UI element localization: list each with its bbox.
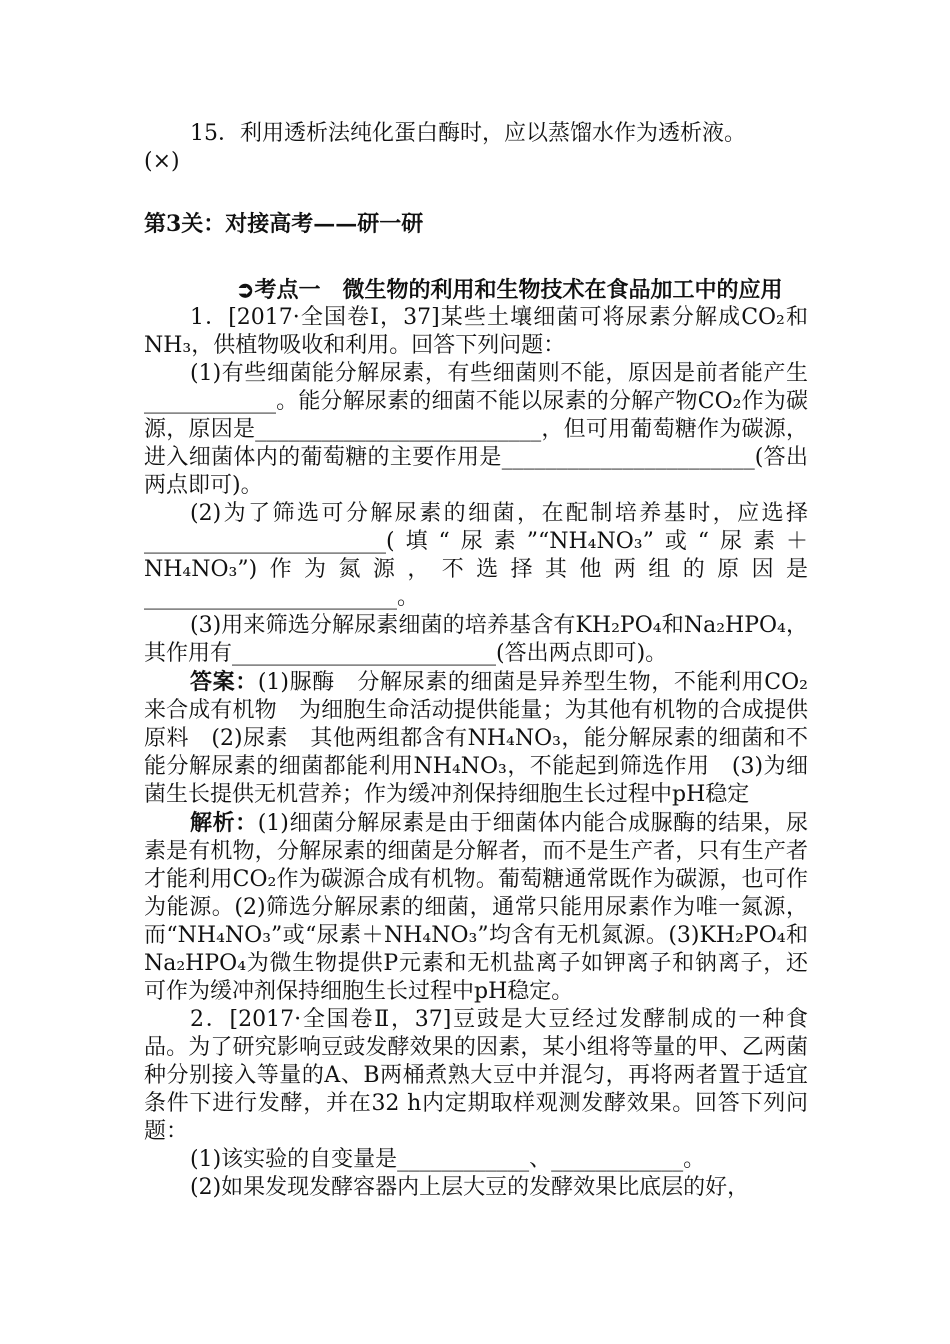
answer-label: 答案：: [190, 669, 258, 695]
question-1-stem: 1．[2017·全国卷Ⅰ，37]某些土壤细菌可将尿素分解成CO₂和NH₃，供植物吸收和利用。回答下列问题：: [144, 305, 808, 358]
question-1-analysis: [144, 809, 808, 1006]
question-2-part-2: (2)如果发现发酵容器内上层大豆的发酵效果比底层的好，: [190, 1175, 750, 1200]
section-heading: 第3关：对接高考——研一研: [144, 211, 424, 237]
question-2-stem: 2．[2017·全国卷Ⅱ，37]豆豉是大豆经过发酵制成的一种食品。为了研究影响豆豉发酵效果的因素，某小组将等量的甲、乙两菌种分别接入等量的A、B两桶煮熟大豆中并混匀，再将两者置于适宜条件下进行发酵，并在32 h内定期取样观测发酵效果。回答下列问题：: [144, 1007, 808, 1144]
item-15-mark: (×): [144, 149, 180, 174]
document-page: [144, 120, 808, 1202]
analysis-label: 解析：: [190, 810, 258, 836]
circle-arrow-icon: ➲: [236, 277, 255, 303]
topic-text: 考点一 微生物的利用和生物技术在食品加工中的应用: [254, 277, 783, 303]
question-2-part-1: (1)该实验的自变量是____________、____________。: [190, 1147, 706, 1172]
question-1-part-1: (1)有些细菌能分解尿素，有些细菌则不能，原因是前者能产生____________。能分解尿素的细菌不能以尿素的分解产物CO₂作为碳源，原因是__________________________，但可用葡萄糖作为碳源，进入细菌体内的葡萄糖的主要作用是_______________________(答出两点即可)。: [144, 361, 808, 498]
analysis-text: (1)细菌分解尿素是由于细菌体内能合成脲酶的结果，尿素是有机物，分解尿素的细菌是分解者，而不是生产者，只有生产者才能利用CO₂作为碳源合成有机物。葡萄糖通常既作为碳源，也可作为能源。(2)筛选分解尿素的细菌，通常只能用尿素作为唯一氮源，而“NH₄NO₃”或“尿素＋NH₄NO₃”均含有无机氮源。(3)KH₂PO₄和Na₂HPO₄为微生物提供P元素和无机盐离子如钾离子和钠离子，还可作为缓冲剂保持细胞生长过程中pH稳定。: [144, 811, 808, 1004]
item-15: [144, 120, 808, 176]
topic-heading: [144, 276, 808, 304]
question-1-part-3: (3)用来筛选分解尿素细菌的培养基含有KH₂PO₄和Na₂HPO₄，其作用有________________________(答出两点即可)。: [144, 613, 808, 666]
question-1-part-2: (2)为了筛选可分解尿素的细菌，在配制培养基时，应选择______________________(填“尿素”“NH₄NO₃”或“尿素＋NH₄NO₃”)作为氮源，不选择其他两组的原因是_______________________。: [144, 501, 808, 610]
answer-text: (1)脲酶 分解尿素的细菌是异养型生物，不能利用CO₂来合成有机物 为细胞生命活动提供能量；为其他有机物的合成提供原料 (2)尿素 其他两组都含有NH₄NO₃，能分解尿素的细菌和不能分解尿素的细菌都能利用NH₄NO₃，不能起到筛选作用 (3)为细菌生长提供无机营养；作为缓冲剂保持细胞生长过程中pH稳定: [144, 670, 808, 807]
question-1-answer: [144, 668, 808, 809]
item-15-text: 15．利用透析法纯化蛋白酶时，应以蒸馏水作为透析液。: [190, 121, 746, 146]
